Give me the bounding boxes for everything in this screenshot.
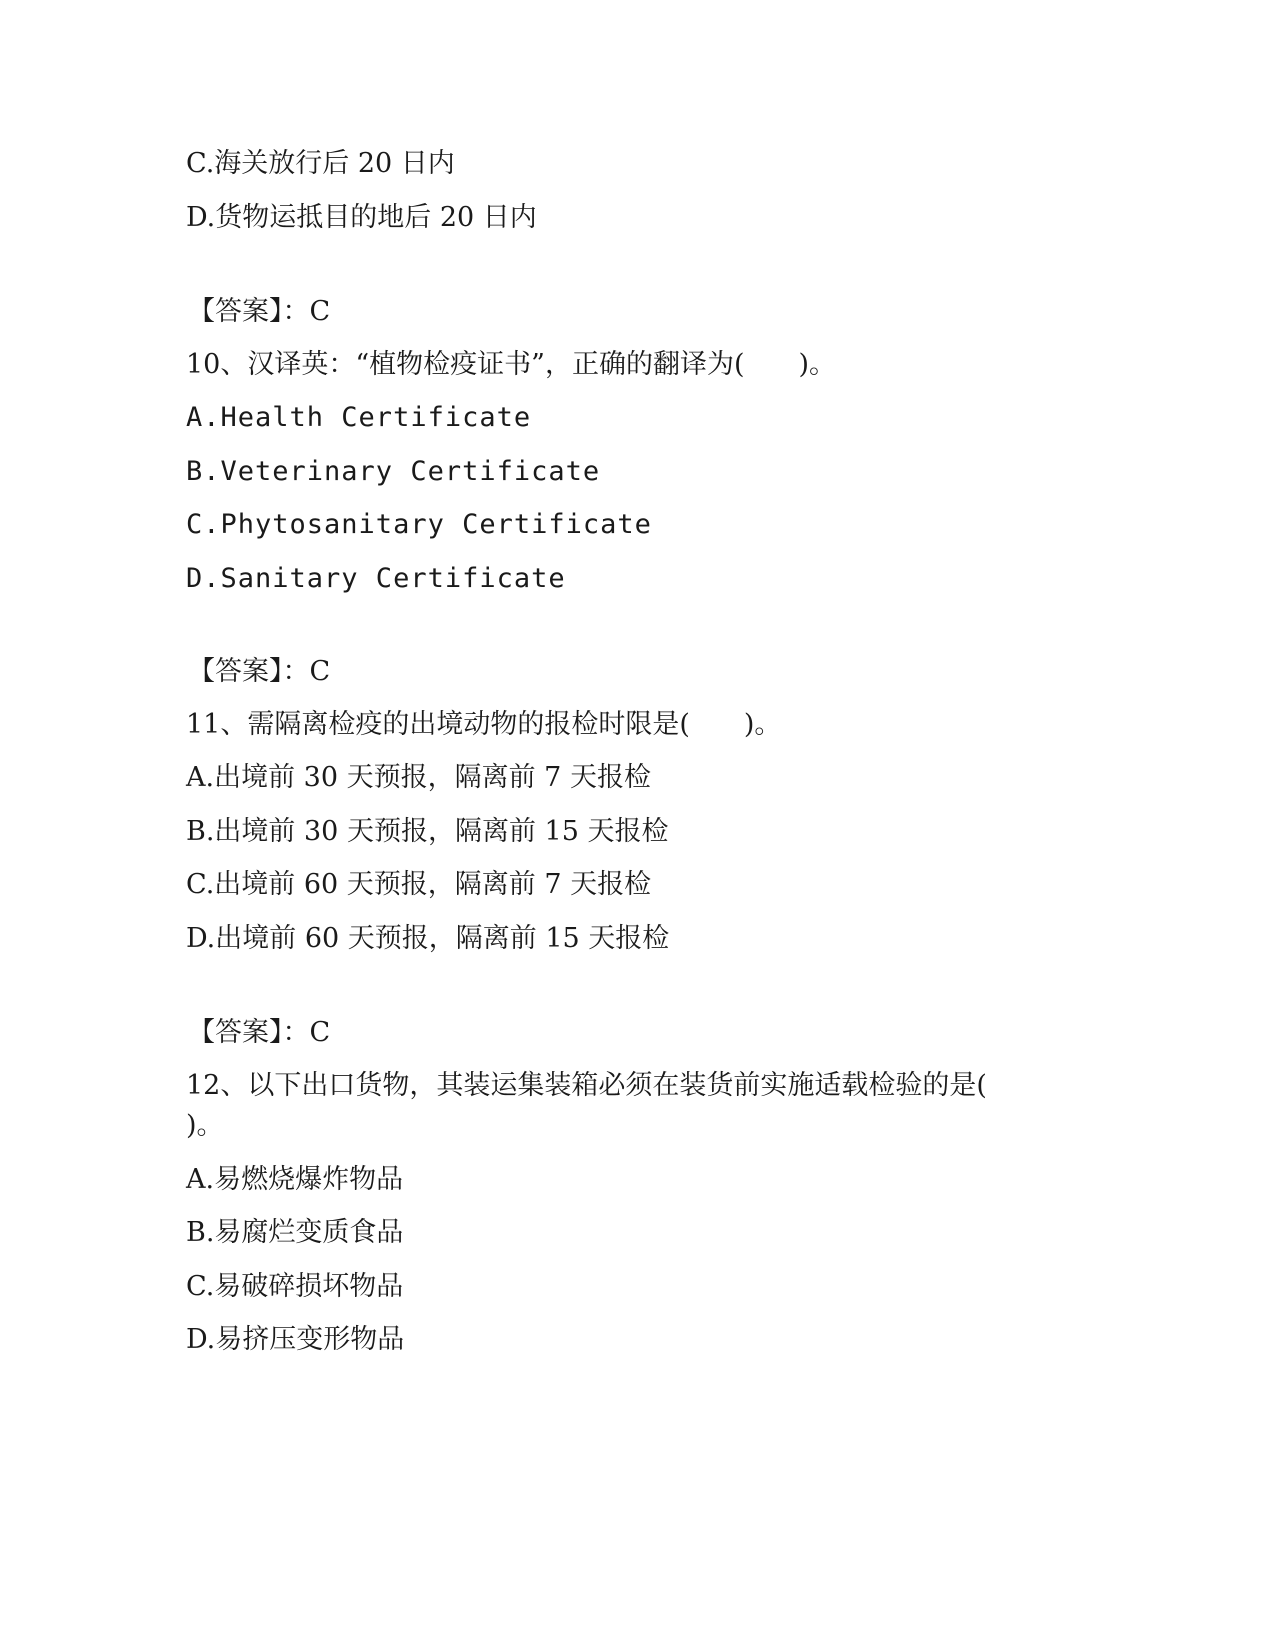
q11-answer: 【答案】：C [188, 1017, 331, 1048]
q9-option-d: D.货物运抵目的地后 20 日内 [186, 202, 537, 233]
q12-option-c: C.易破碎损坏物品 [186, 1271, 404, 1302]
q10-option-c: C.Phytosanitary Certificate [186, 509, 652, 540]
q10-option-a: A.Health Certificate [186, 402, 532, 433]
q11-option-c: C.出境前 60 天预报，隔离前 7 天报检 [186, 869, 652, 900]
q12-stem-line1: 12、以下出口货物，其装运集装箱必须在装货前实施适载检验的是( [186, 1070, 987, 1101]
q11-option-b: B.出境前 30 天预报，隔离前 15 天报检 [186, 816, 669, 847]
q12-option-a: A.易燃烧爆炸物品 [186, 1164, 404, 1195]
q10-option-d: D.Sanitary Certificate [186, 563, 566, 594]
q11-option-a: A.出境前 30 天预报，隔离前 7 天报检 [186, 762, 651, 793]
q11-option-d: D.出境前 60 天预报，隔离前 15 天报检 [186, 923, 670, 954]
q12-option-b: B.易腐烂变质食品 [186, 1217, 404, 1248]
q12-option-d: D.易挤压变形物品 [186, 1324, 405, 1355]
q10-option-b: B.Veterinary Certificate [186, 456, 601, 487]
q9-option-c: C.海关放行后 20 日内 [186, 148, 455, 179]
q11-stem: 11、需隔离检疫的出境动物的报检时限是( )。 [186, 709, 782, 740]
q9-answer: 【答案】：C [188, 296, 331, 327]
q10-answer: 【答案】：C [188, 656, 331, 687]
q10-stem: 10、汉译英：“植物检疫证书”，正确的翻译为( )。 [186, 349, 837, 380]
q12-stem-line2: )。 [186, 1110, 224, 1141]
